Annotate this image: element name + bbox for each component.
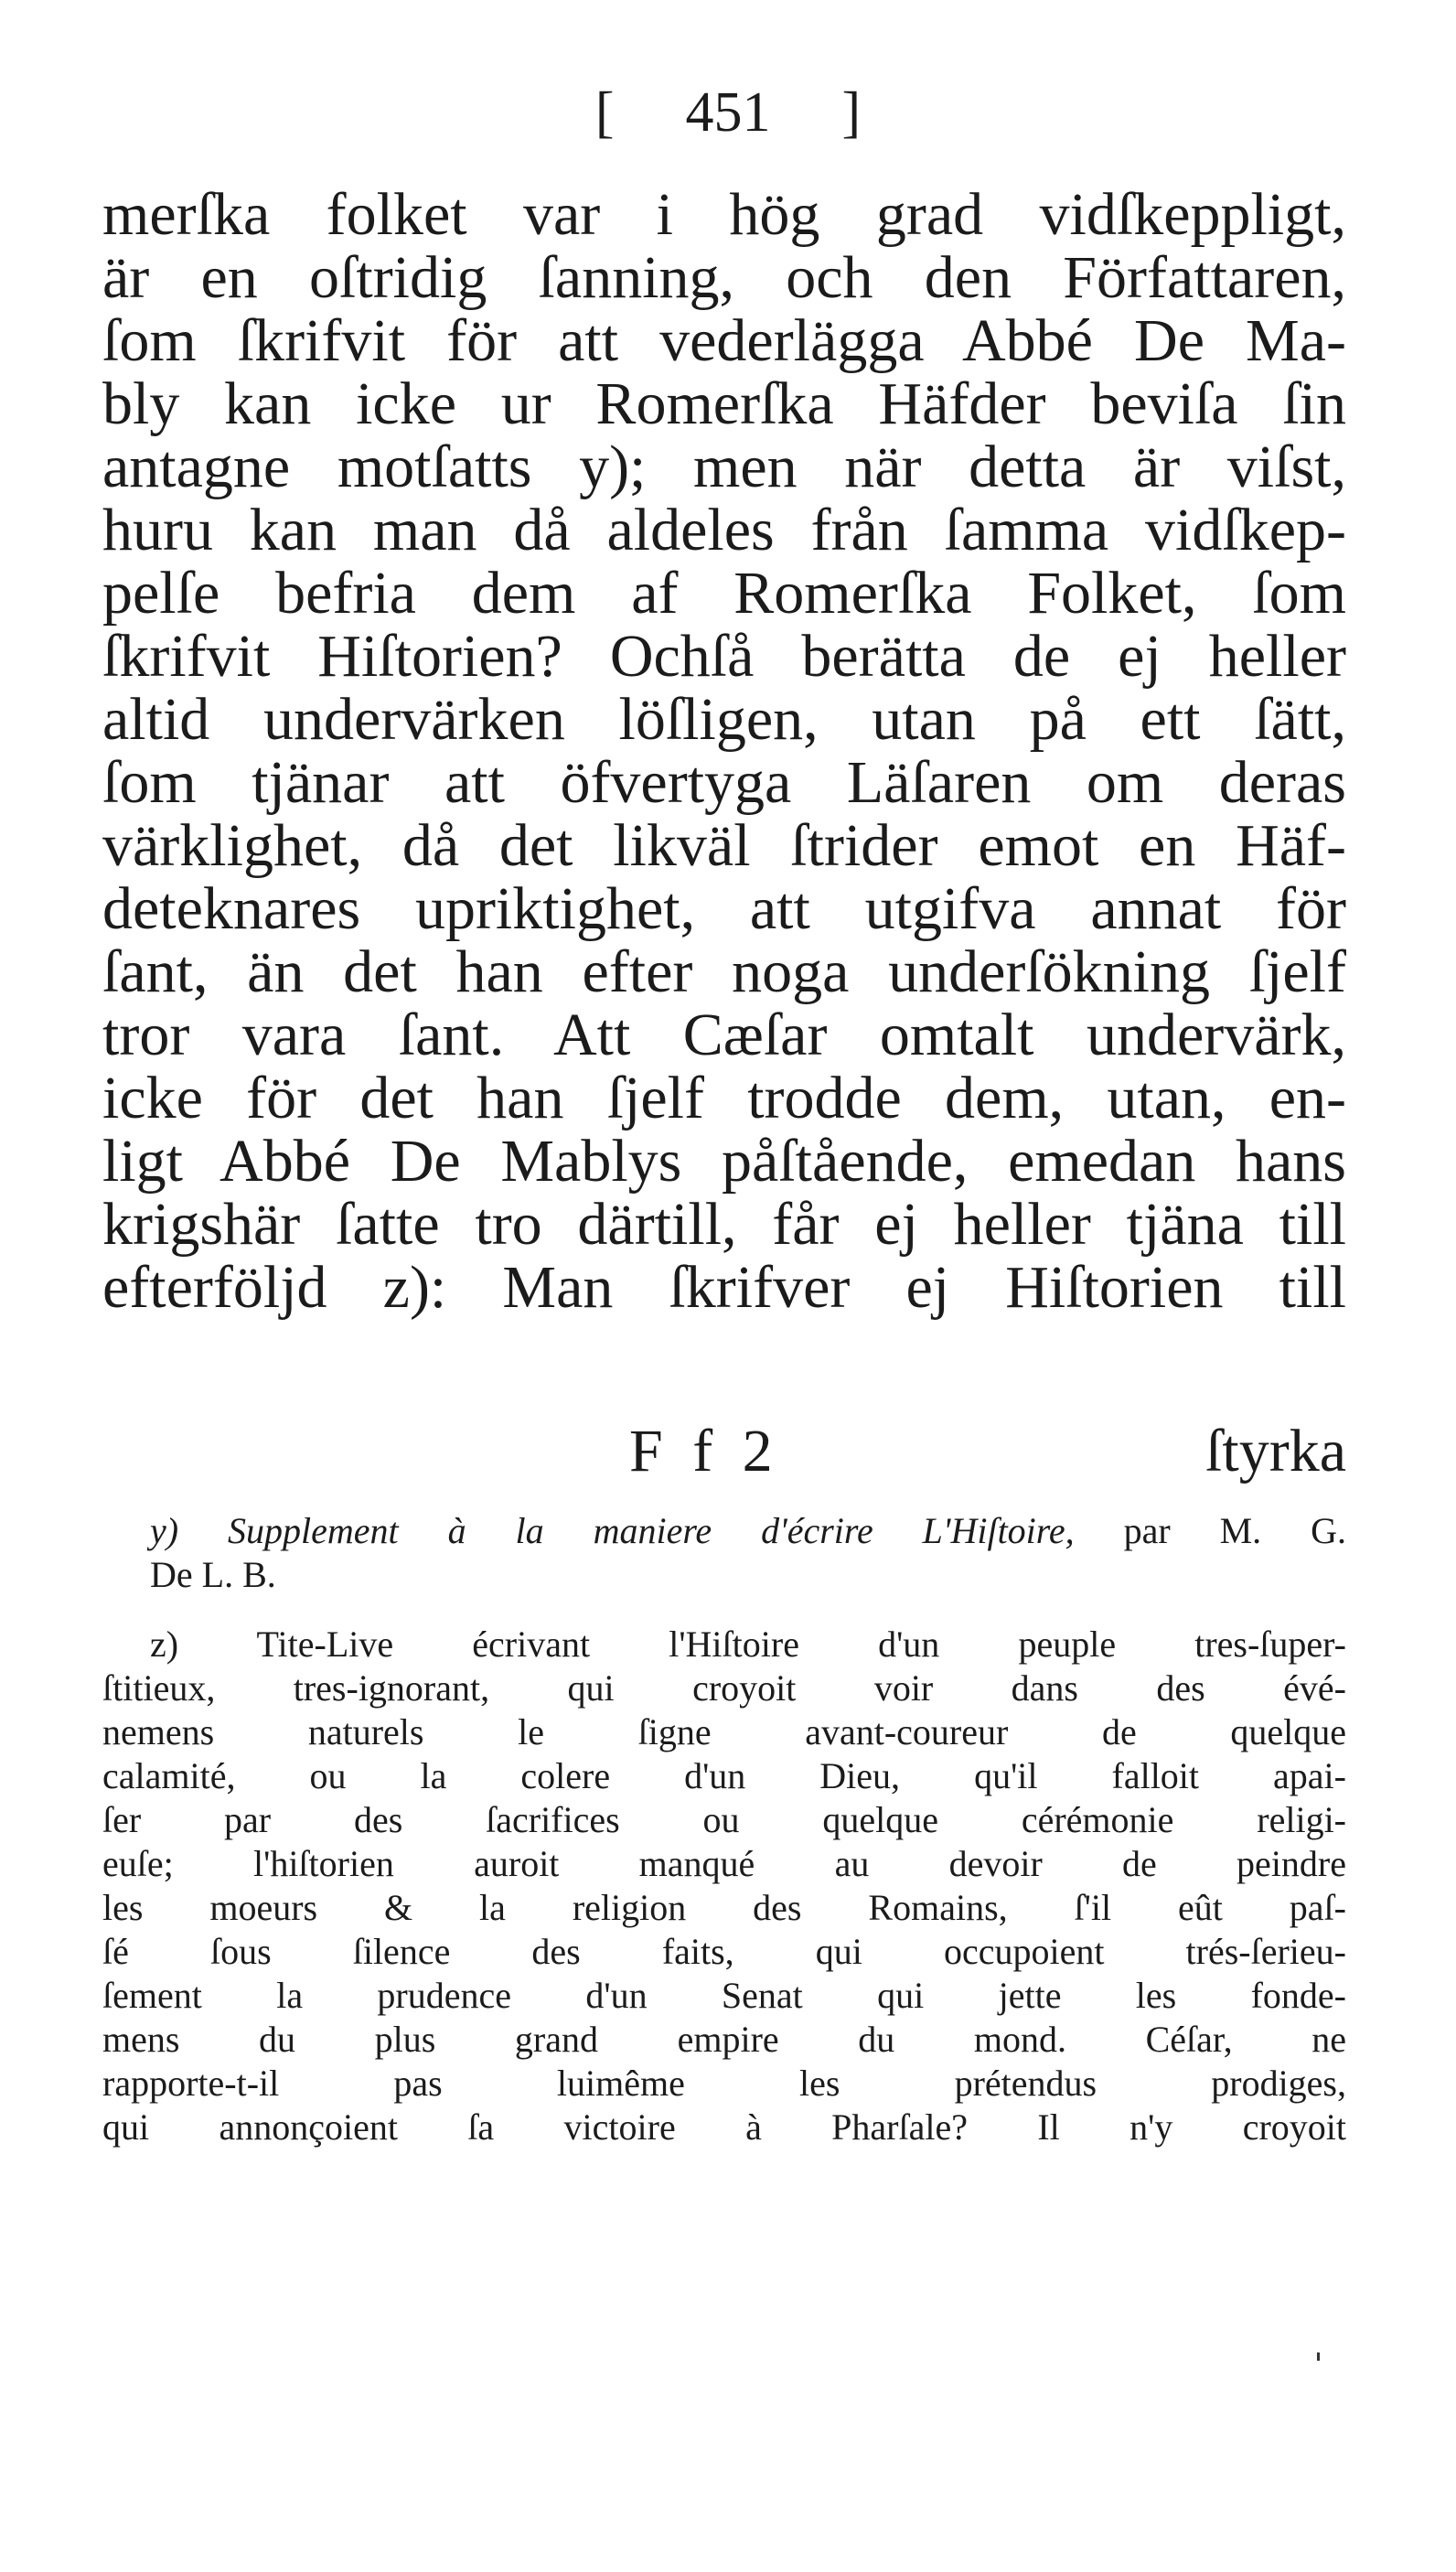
main-text-block: [102, 183, 1346, 1319]
text-line: ſkrifvit Hiſtorien? Ochſå berätta de ej heller: [102, 623, 1346, 690]
text-line: bly kan icke ur Romerſka Häfder beviſa ſin: [102, 370, 1346, 437]
footnote-z-line: ſer par des ſacrifices ou quelque cérémonie religi-: [102, 1799, 1346, 1840]
text-line: är en oſtridig ſanning, och den Författaren,: [102, 244, 1346, 311]
footnote-gap: [102, 1597, 1346, 1623]
text-line: ſant, än det han efter noga underſökning ſjelf: [102, 938, 1346, 1005]
ink-speck: [1317, 2352, 1320, 2361]
footnotes: [102, 1509, 1346, 2149]
text-line: icke för det han ſjelf trodde dem, utan, en-: [102, 1065, 1346, 1131]
footnote-z-line: z) Tite-Live écrivant l'Hiſtoire d'un peuple tres-ſuper-: [150, 1624, 1346, 1665]
footnote-z-line: les moeurs & la religion des Romains, ſ'il eût paſ-: [102, 1887, 1346, 1928]
page-header: [0, 81, 1456, 144]
signature-line: [102, 1420, 1346, 1483]
text-line: merſka folket var i hög grad vidſkeppligt,: [102, 181, 1346, 248]
text-line: efterföljd z): Man ſkrifver ej Hiſtorien till: [102, 1254, 1346, 1321]
text-line: pelſe befria dem af Romerſka Folket, ſom: [102, 560, 1346, 627]
footnote-y-marker: y): [150, 1510, 179, 1551]
footnote-z-line: calamité, ou la colere d'un Dieu, qu'il falloit apai-: [102, 1755, 1346, 1796]
text-line: värklighet, då det likväl ſtrider emot en Häf-: [102, 812, 1346, 879]
text-line: tror vara ſant. Att Cæſar omtalt undervärk,: [102, 1002, 1346, 1068]
header-bracket-open: [: [594, 81, 615, 144]
text-line: ſom ſkrifvit för att vederlägga Abbé De Ma-: [102, 307, 1346, 374]
footnote-z-line: ſement la prudence d'un Senat qui jette les fonde-: [102, 1975, 1346, 2016]
catchword: ſtyrka: [1205, 1418, 1346, 1484]
footnote-z-line: qui annonçoient ſa victoire à Pharſale? Il n'y croyoit: [102, 2106, 1346, 2148]
footnote-z-line: mens du plus grand empire du mond. Céſar, ne: [102, 2019, 1346, 2060]
footnote-y-title: Supplement à la maniere d'écrire L'Hiſtoire,: [228, 1510, 1075, 1551]
footnote-z-line: rapporte-t-il pas luimême les prétendus prodiges,: [102, 2063, 1346, 2104]
text-line: altid undervärken löſligen, utan på ett ſätt,: [102, 686, 1346, 753]
footnote-z-line: ſtitieux, tres-ignorant, qui croyoit voir dans des évé-: [102, 1667, 1346, 1709]
footnote-y-line: [102, 1509, 1346, 1553]
text-line: ſom tjänar att öfvertyga Läſaren om deras: [102, 749, 1346, 816]
page-number: 451: [685, 81, 771, 144]
footnote-z-line: euſe; l'hiſtorien auroit manqué au devoir de peindre: [102, 1843, 1346, 1884]
header-bracket-close: ]: [841, 81, 862, 144]
text-line: huru kan man då aldeles från ſamma vidſkep-: [102, 497, 1346, 563]
footnote-y-line: De L. B.: [150, 1554, 276, 1595]
text-line: deteknares upriktighet, att utgifva annat för: [102, 875, 1346, 942]
text-line: krigshär ſatte tro därtill, får ej heller tjäna till: [102, 1191, 1346, 1258]
footnote-z-line: nemens naturels le ſigne avant-coureur de quelque: [102, 1711, 1346, 1752]
text-line: ligt Abbé De Mablys påſtående, emedan hans: [102, 1128, 1346, 1195]
footnote-y-author: par M. G.: [1123, 1510, 1347, 1551]
footnote-z-line: ſé ſous ſilence des faits, qui occupoient trés-ſerieu-: [102, 1931, 1346, 1972]
signature-mark: F f 2: [629, 1418, 780, 1484]
text-line: antagne motſatts y); men när detta är viſst,: [102, 434, 1346, 500]
